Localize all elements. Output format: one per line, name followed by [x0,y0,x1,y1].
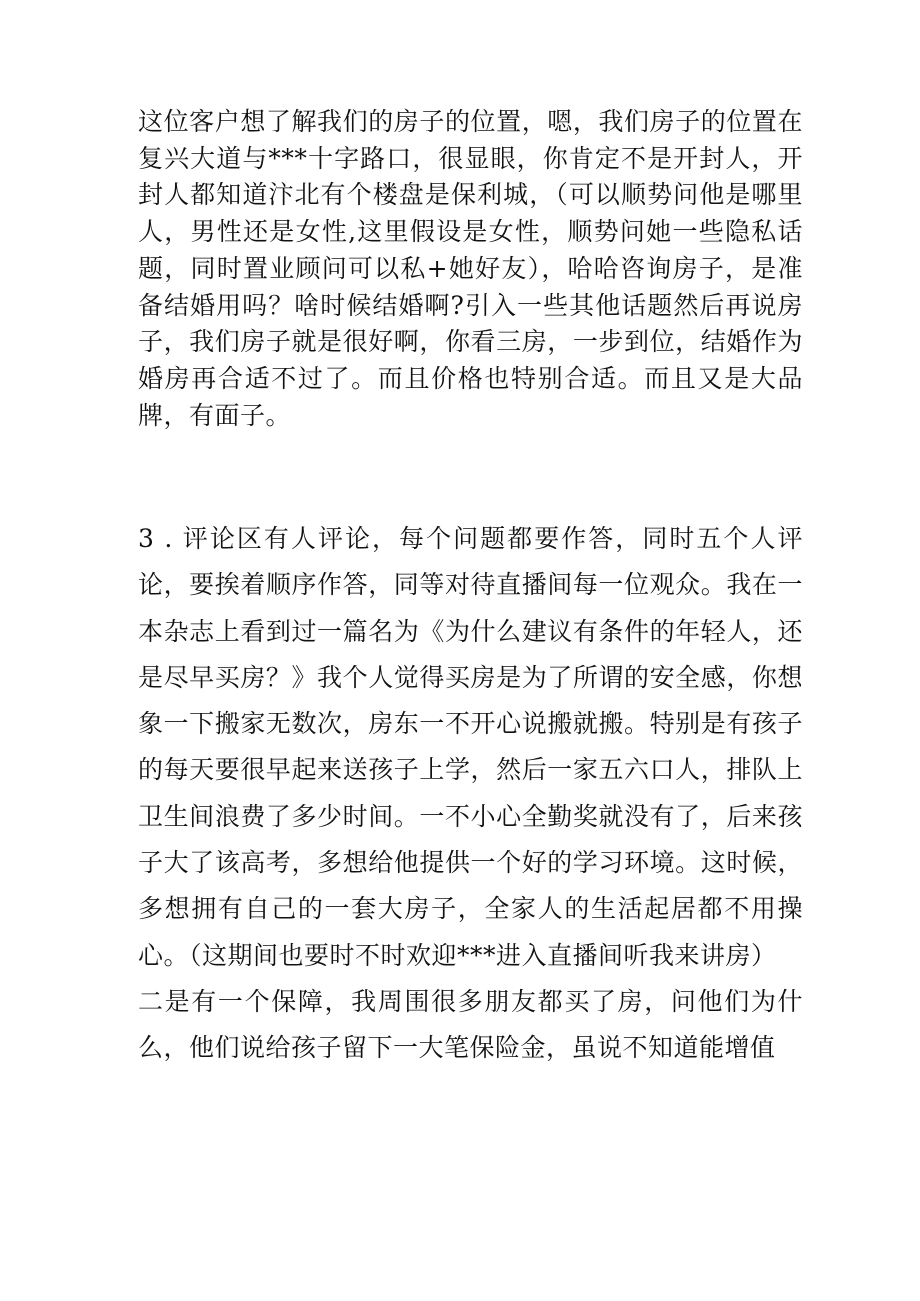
paragraph-2: 3 . 评论区有人评论，每个问题都要作答，同时五个人评论，要挨着顺序作答，同等对待直播间每一位观众。我在一本杂志上看到过一篇名为《为什么建议有条件的年轻人，还是尽早买房？》我个人觉得买房是为了所谓的安全感，你想象一下搬家无数次，房东一不开心说搬就搬。特别是有孩子的每天要很早起来送孩子上学，然后一家五六口人，排队上卫生间浪费了多少时间。一不小心全勤奖就没有了，后来孩子大了该高考，多想给他提供一个好的学习环境。这时候，多想拥有自己的一套大房子，全家人的生活起居都不用操心。（这期间也要时不时欢迎***进入直播间听我来讲房） [138,524,803,970]
text-block-1 [138,104,803,434]
paragraph-3: 二是有一个保障，我周围很多朋友都买了房，问他们为什么，他们说给孩子留下一大笔保险金，虽说不知道能增值 [138,986,803,1063]
text-block-2 [138,516,803,1072]
paragraph-1: 这位客户想了解我们的房子的位置，嗯，我们房子的位置在复兴大道与***十字路口，很显眼，你肯定不是开封人，开封人都知道汴北有个楼盘是保利城，（可以顺势问他是哪里人，男性还是女性,这里假设是女性，顺势问她一些隐私话题，同时置业顾问可以私+她好友），哈哈咨询房子，是准备结婚用吗？啥时候结婚啊?引入一些其他话题然后再说房子，我们房子就是很好啊，你看三房，一步到位，结婚作为婚房再合适不过了。而且价格也特别合适。而且又是大品牌，有面子。 [138,107,803,430]
